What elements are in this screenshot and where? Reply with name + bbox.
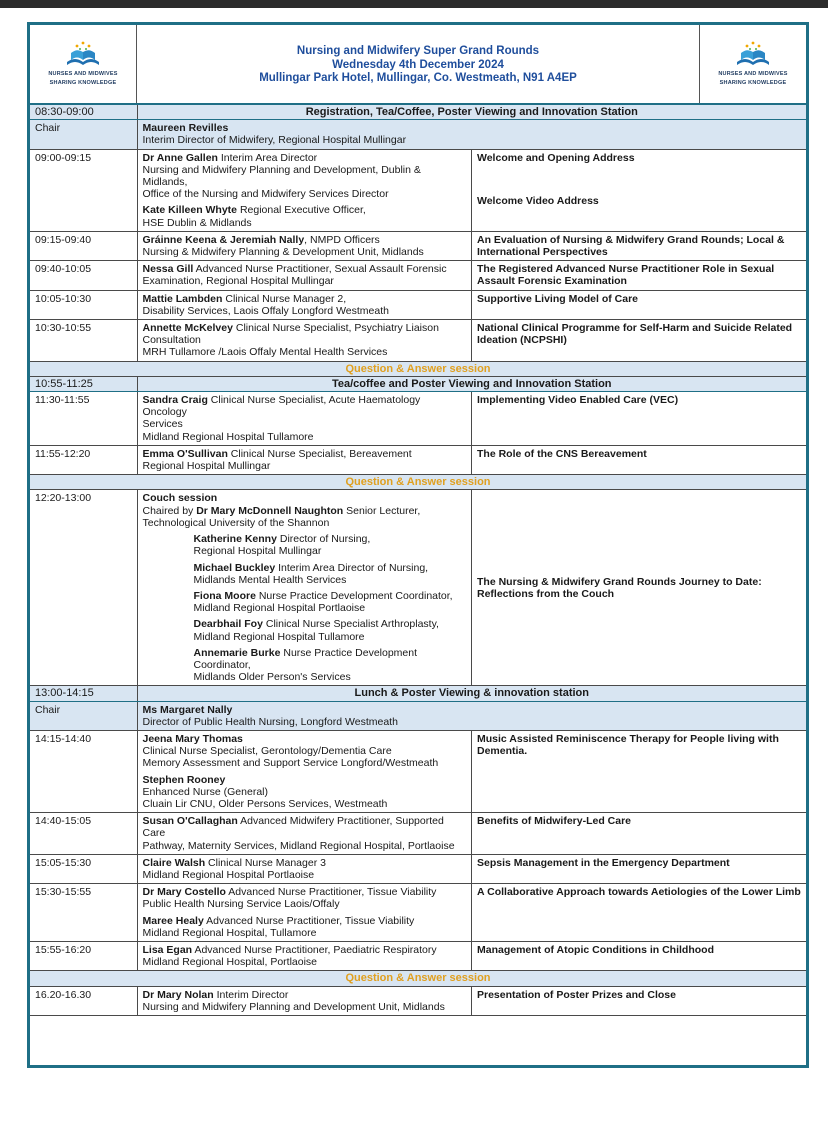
speaker-role: Memory Assessment and Support Service Longford/Westmeath — [142, 757, 439, 770]
time-cell: Chair — [30, 120, 137, 149]
panelist-role: Nurse Practice Development Coordinator, — [255, 589, 453, 602]
table-row — [30, 361, 806, 376]
panelist-role: Nurse Practice Development Coordinator, — [193, 646, 418, 671]
topic-cell: Management of Atopic Conditions in Childhood — [472, 941, 807, 970]
speaker-name: Annette McKelvey — [142, 322, 233, 335]
speaker-role: Office of the Nursing and Midwifery Services Director — [142, 188, 389, 201]
event-title: Nursing and Midwifery Super Grand Rounds — [296, 45, 540, 57]
time-cell: 12:20-13:00 — [30, 490, 137, 686]
speaker-role: Nursing & Midwifery Planning & Development Unit, Midlands — [142, 246, 424, 259]
chair-name: Ms Margaret Nally — [142, 703, 233, 716]
speaker-role: Technological University of the Shannon — [142, 516, 330, 529]
table-row — [30, 392, 806, 446]
document-header — [30, 25, 806, 105]
panelist-role: Interim Area Director of Nursing, — [275, 561, 429, 574]
panelist-role: Clinical Nurse Specialist Arthroplasty, — [262, 618, 439, 631]
time-cell: 15:55-16:20 — [30, 941, 137, 970]
speaker-role: Midland Regional Hospital Tullamore — [142, 430, 314, 443]
speaker-role: Advanced Nurse Practitioner, Tissue Viability — [203, 914, 415, 927]
speaker-role: Clinical Nurse Specialist, Acute Haematology Oncology — [142, 394, 421, 419]
table-row — [30, 730, 806, 812]
time-cell: Chair — [30, 701, 137, 730]
speaker-role: Public Health Nursing Service Laois/Offaly — [142, 898, 340, 911]
speaker-name: Jeena Mary Thomas — [142, 732, 243, 745]
chair-name: Maureen Revilles — [142, 122, 229, 135]
speaker-cell — [137, 261, 472, 290]
time-cell: 11:55-12:20 — [30, 445, 137, 474]
time-cell: 09:00-09:15 — [30, 149, 137, 231]
topic-text: Welcome and Opening Address — [477, 151, 635, 164]
speaker-role: Senior Lecturer, — [343, 504, 421, 517]
topic-cell: A Collaborative Approach towards Aetiologies of the Lower Limb — [472, 884, 807, 942]
logo-right — [699, 25, 806, 103]
speaker-role: Advanced Nurse Practitioner, Paediatric Respiratory — [192, 943, 437, 956]
table-row — [30, 813, 806, 855]
speaker-name: Dr Mary Costello — [142, 886, 226, 899]
speaker-name: Dr Mary McDonnell Naughton — [196, 504, 344, 517]
speaker-role: Regional Executive Officer, — [237, 204, 366, 217]
band-title: Lunch & Poster Viewing & innovation station — [137, 686, 806, 701]
speaker-role: Interim Director — [213, 988, 289, 1001]
speaker-cell — [137, 941, 472, 970]
schedule-table — [30, 105, 806, 1016]
logo-caption-line1: NURSES AND MIDWIVES — [48, 71, 118, 77]
speaker-cell — [137, 231, 472, 260]
speaker-cell — [137, 445, 472, 474]
panelist-name: Fiona Moore — [193, 589, 256, 602]
speaker-role: Clinical Nurse Specialist, Gerontology/Dementia Care — [142, 745, 392, 758]
speaker-name: Stephen Rooney — [142, 773, 226, 786]
time-cell: 15:05-15:30 — [30, 854, 137, 883]
logo-left — [30, 25, 137, 103]
panelist-role: Director of Nursing, — [276, 533, 371, 546]
table-row — [30, 376, 806, 391]
speaker-role: Clinical Nurse Manager 2, — [222, 292, 347, 305]
speaker-role: HSE Dublin & Midlands — [142, 216, 252, 229]
speaker-role: Nursing and Midwifery Planning and Development Unit, Midlands — [142, 1000, 445, 1013]
speaker-role: Clinical Nurse Specialist, Bereavement — [227, 447, 412, 460]
event-date: Wednesday 4th December 2024 — [332, 58, 504, 71]
speaker-role: Nursing and Midwifery Planning and Development, Dublin & Midlands, — [142, 163, 421, 189]
time-cell: 10:05-10:30 — [30, 290, 137, 319]
speaker-name: Dr Mary Nolan — [142, 988, 214, 1001]
speaker-role: Advanced Nurse Practitioner, Tissue Viability — [225, 886, 437, 899]
panelist-name: Michael Buckley — [193, 561, 276, 574]
table-row — [30, 986, 806, 1015]
speaker-role: Pathway, Maternity Services, Midland Regional Hospital, Portlaoise — [142, 839, 455, 852]
speaker-cell — [137, 290, 472, 319]
topic-cell: Music Assisted Reminiscence Therapy for People living with Dementia. — [472, 730, 807, 812]
topic-cell: National Clinical Programme for Self-Harm and Suicide Related Ideation (NCPSHI) — [472, 320, 807, 362]
speaker-name: Sandra Craig — [142, 394, 208, 407]
time-cell: 14:15-14:40 — [30, 730, 137, 812]
speaker-role: Services — [142, 418, 183, 431]
speaker-role: Midland Regional Hospital Portlaoise — [142, 868, 315, 881]
speaker-role: Midland Regional Hospital, Portlaoise — [142, 956, 318, 969]
table-row — [30, 701, 806, 730]
time-cell: 09:40-10:05 — [30, 261, 137, 290]
top-dark-bar — [0, 0, 828, 8]
speaker-name: Lisa Egan — [142, 943, 193, 956]
table-row — [30, 149, 806, 231]
time-cell: 10:30-10:55 — [30, 320, 137, 362]
table-row — [30, 854, 806, 883]
speaker-name: Susan O'Callaghan — [142, 815, 238, 828]
table-row — [30, 884, 806, 942]
speaker-name: Maree Healy — [142, 914, 204, 927]
book-logo-icon — [63, 40, 103, 70]
table-row — [30, 320, 806, 362]
speaker-role: Midland Regional Hospital, Tullamore — [142, 926, 317, 939]
speaker-role: Advanced Midwifery Practitioner, Supported Care — [142, 815, 444, 840]
topic-cell: An Evaluation of Nursing & Midwifery Grand Rounds; Local & International Perspectives — [472, 231, 807, 260]
speaker-role: Examination, Regional Hospital Mullingar — [142, 275, 334, 288]
topic-text: Welcome Video Address — [477, 194, 599, 207]
table-row — [30, 971, 806, 986]
panelist-name: Dearbhail Foy — [193, 618, 263, 631]
speaker-cell — [137, 320, 472, 362]
couch-title: Couch session — [142, 492, 218, 505]
time-cell: 14:40-15:05 — [30, 813, 137, 855]
programme-document — [27, 22, 809, 1068]
table-row — [30, 120, 806, 149]
time-cell: 11:30-11:55 — [30, 392, 137, 446]
time-cell: 13:00-14:15 — [30, 686, 137, 701]
table-row — [30, 261, 806, 290]
speaker-name: Nessa Gill — [142, 263, 194, 276]
topic-cell: The Role of the CNS Bereavement — [472, 445, 807, 474]
chair-cell — [137, 701, 806, 730]
speaker-role: Consultation — [142, 334, 201, 347]
logo-caption-line2: SHARING KNOWLEDGE — [49, 80, 117, 86]
speaker-cell — [137, 149, 472, 231]
panelist-role: Midlands Mental Health Services — [193, 573, 347, 586]
speaker-cell — [137, 730, 472, 812]
table-row — [30, 231, 806, 260]
speaker-name: Gráinne Keena & Jeremiah Nally — [142, 233, 305, 246]
speaker-name: Emma O'Sullivan — [142, 447, 228, 460]
time-cell: 09:15-09:40 — [30, 231, 137, 260]
speaker-name: Dr Anne Gallen — [142, 151, 218, 164]
chair-cell — [137, 120, 806, 149]
topic-cell: The Nursing & Midwifery Grand Rounds Journey to Date: Reflections from the Couch — [472, 490, 807, 686]
table-row — [30, 475, 806, 490]
time-cell: 15:30-15:55 — [30, 884, 137, 942]
topic-cell: Implementing Video Enabled Care (VEC) — [472, 392, 807, 446]
topic-cell: The Registered Advanced Nurse Practitioner Role in Sexual Assault Forensic Examination — [472, 261, 807, 290]
speaker-cell — [137, 884, 472, 942]
time-cell: 16.20-16.30 — [30, 986, 137, 1015]
topic-cell — [472, 149, 807, 231]
speaker-cell — [137, 986, 472, 1015]
panelist-role: Midland Regional Hospital Portlaoise — [193, 602, 366, 615]
topic-cell: Sepsis Management in the Emergency Department — [472, 854, 807, 883]
qa-session: Question & Answer session — [30, 361, 806, 376]
event-venue: Mullingar Park Hotel, Mullingar, Co. Westmeath, N91 A4EP — [259, 72, 577, 84]
speaker-role: Advanced Nurse Practitioner, Sexual Assault Forensic — [193, 263, 447, 276]
table-row — [30, 445, 806, 474]
time-cell: 08:30-09:00 — [30, 105, 137, 120]
qa-session: Question & Answer session — [30, 475, 806, 490]
table-row — [30, 490, 806, 686]
time-cell: 10:55-11:25 — [30, 376, 137, 391]
logo-caption-line1: NURSES AND MIDWIVES — [718, 71, 788, 77]
speaker-cell — [137, 490, 472, 686]
panelist-role: Midland Regional Hospital Tullamore — [193, 630, 365, 643]
speaker-role: Disability Services, Laois Offaly Longford Westmeath — [142, 304, 389, 317]
table-row — [30, 686, 806, 701]
speaker-name: Mattie Lambden — [142, 292, 223, 305]
logo-caption-line2: SHARING KNOWLEDGE — [719, 80, 787, 86]
chair-role: Interim Director of Midwifery, Regional Hospital Mullingar — [142, 134, 407, 147]
topic-cell: Supportive Living Model of Care — [472, 290, 807, 319]
speaker-role: Interim Area Director — [217, 151, 318, 164]
panelist-role: Regional Hospital Mullingar — [193, 545, 322, 558]
speaker-cell — [137, 392, 472, 446]
band-title: Registration, Tea/Coffee, Poster Viewing and Innovation Station — [137, 105, 806, 120]
speaker-role: , NMPD Officers — [304, 233, 380, 246]
speaker-role: Regional Hospital Mullingar — [142, 460, 271, 473]
topic-cell: Presentation of Poster Prizes and Close — [472, 986, 807, 1015]
table-row — [30, 105, 806, 120]
panelist-name: Annemarie Burke — [193, 646, 281, 659]
speaker-role: Enhanced Nurse (General) — [142, 785, 268, 798]
topic-cell: Benefits of Midwifery-Led Care — [472, 813, 807, 855]
table-row — [30, 941, 806, 970]
speaker-name: Claire Walsh — [142, 856, 206, 869]
band-title: Tea/coffee and Poster Viewing and Innovation Station — [137, 376, 806, 391]
speaker-cell — [137, 813, 472, 855]
speaker-role: Clinical Nurse Manager 3 — [205, 856, 326, 869]
book-logo-icon — [733, 40, 773, 70]
panelist-role: Midlands Older Person's Services — [193, 671, 351, 684]
speaker-role: Cluain Lir CNU, Older Persons Services, Westmeath — [142, 797, 388, 810]
panelist-name: Katherine Kenny — [193, 533, 277, 546]
header-text — [137, 25, 699, 103]
chaired-prefix: Chaired by — [142, 504, 197, 517]
table-row — [30, 290, 806, 319]
speaker-role: Clinical Nurse Specialist, Psychiatry Liaison — [232, 322, 439, 335]
speaker-role: MRH Tullamore /Laois Offaly Mental Health Services — [142, 346, 388, 359]
speaker-cell — [137, 854, 472, 883]
chair-role: Director of Public Health Nursing, Longford Westmeath — [142, 715, 398, 728]
qa-session: Question & Answer session — [30, 971, 806, 986]
speaker-name: Kate Killeen Whyte — [142, 204, 238, 217]
